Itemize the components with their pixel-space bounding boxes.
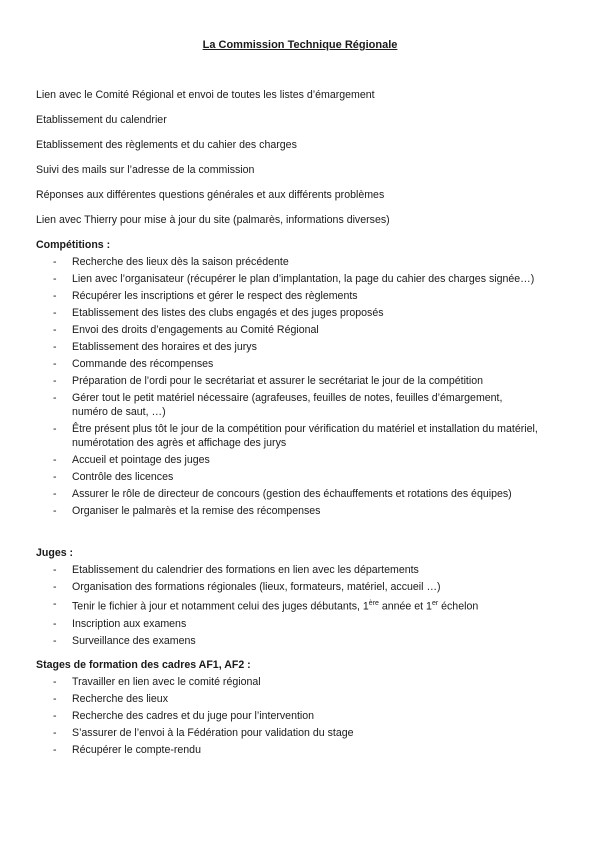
list-item: - Organisation des formations régionales (lieux, formateurs, matériel, accueil …) [0,580,600,594]
list-item: - Être présent plus tôt le jour de la compétition pour vérification du matériel et installation du matériel, numérotation des agrès et affichage des jurys [0,422,600,450]
list-item: - Préparation de l’ordi pour le secrétariat et assurer le secrétariat le jour de la compétition [0,374,600,388]
list-item: - Recherche des cadres et du juge pour l’intervention [0,709,600,723]
list-item: - Etablissement des listes des clubs engagés et des juges proposés [0,306,600,320]
list-item: - Envoi des droits d’engagements au Comité Régional [0,323,600,337]
list-item: - Travailler en lien avec le comité régional [0,675,600,689]
list-item: - Recherche des lieux [0,692,600,706]
intro-line: Réponses aux différentes questions générales et aux différents problèmes [36,189,385,201]
list-item: - Accueil et pointage des juges [0,453,600,467]
list-item: - Organiser le palmarès et la remise des récompenses [0,504,600,518]
section-heading-stages: Stages de formation des cadres AF1, AF2 : [36,659,251,671]
intro-line: Etablissement des règlements et du cahier des charges [36,139,297,151]
juges-list [0,563,600,651]
text-segment: Tenir le fichier à jour et notamment celui des juges débutants, 1 [72,600,369,613]
intro-line: Lien avec le Comité Régional et envoi de toutes les listes d’émargement [36,89,375,101]
list-item: - Assurer le rôle de directeur de concours (gestion des échauffements et rotations des équipes) [0,487,600,501]
list-item: - Lien avec l’organisateur (récupérer le plan d’implantation, la page du cahier des charges signée…) [0,272,600,286]
list-item: - Inscription aux examens [0,617,600,631]
intro-line: Lien avec Thierry pour mise à jour du site (palmarès, informations diverses) [36,214,390,226]
intro-line: Suivi des mails sur l’adresse de la commission [36,164,255,176]
competitions-list [0,255,600,521]
list-item: - Commande des récompenses [0,357,600,371]
stages-list [0,675,600,760]
text-segment: année et 1 [378,600,432,613]
list-item: - S’assurer de l’envoi à la Fédération pour validation du stage [0,726,600,740]
list-item: - Gérer tout le petit matériel nécessaire (agrafeuses, feuilles de notes, feuilles d’émargement, numéro de saut, …) [0,391,600,419]
list-item: - Contrôle des licences [0,470,600,484]
section-heading-juges: Juges : [36,547,74,559]
text-segment: échelon [438,600,479,613]
list-item: - Récupérer le compte-rendu [0,743,600,757]
section-heading-competitions: Compétitions : [36,239,111,251]
list-item: - Surveillance des examens [0,634,600,648]
list-item: - Etablissement du calendrier des formations en lien avec les départements [0,563,600,577]
page-title: La Commission Technique Régionale [202,39,398,51]
list-item: - Récupérer les inscriptions et gérer le respect des règlements [0,289,600,303]
list-item-fichier [0,597,600,614]
superscript: er [431,600,439,607]
superscript: ère [368,600,379,607]
intro-line: Etablissement du calendrier [36,114,167,126]
list-item: - Etablissement des horaires et des jurys [0,340,600,354]
list-item: - Recherche des lieux dès la saison précédente [0,255,600,269]
